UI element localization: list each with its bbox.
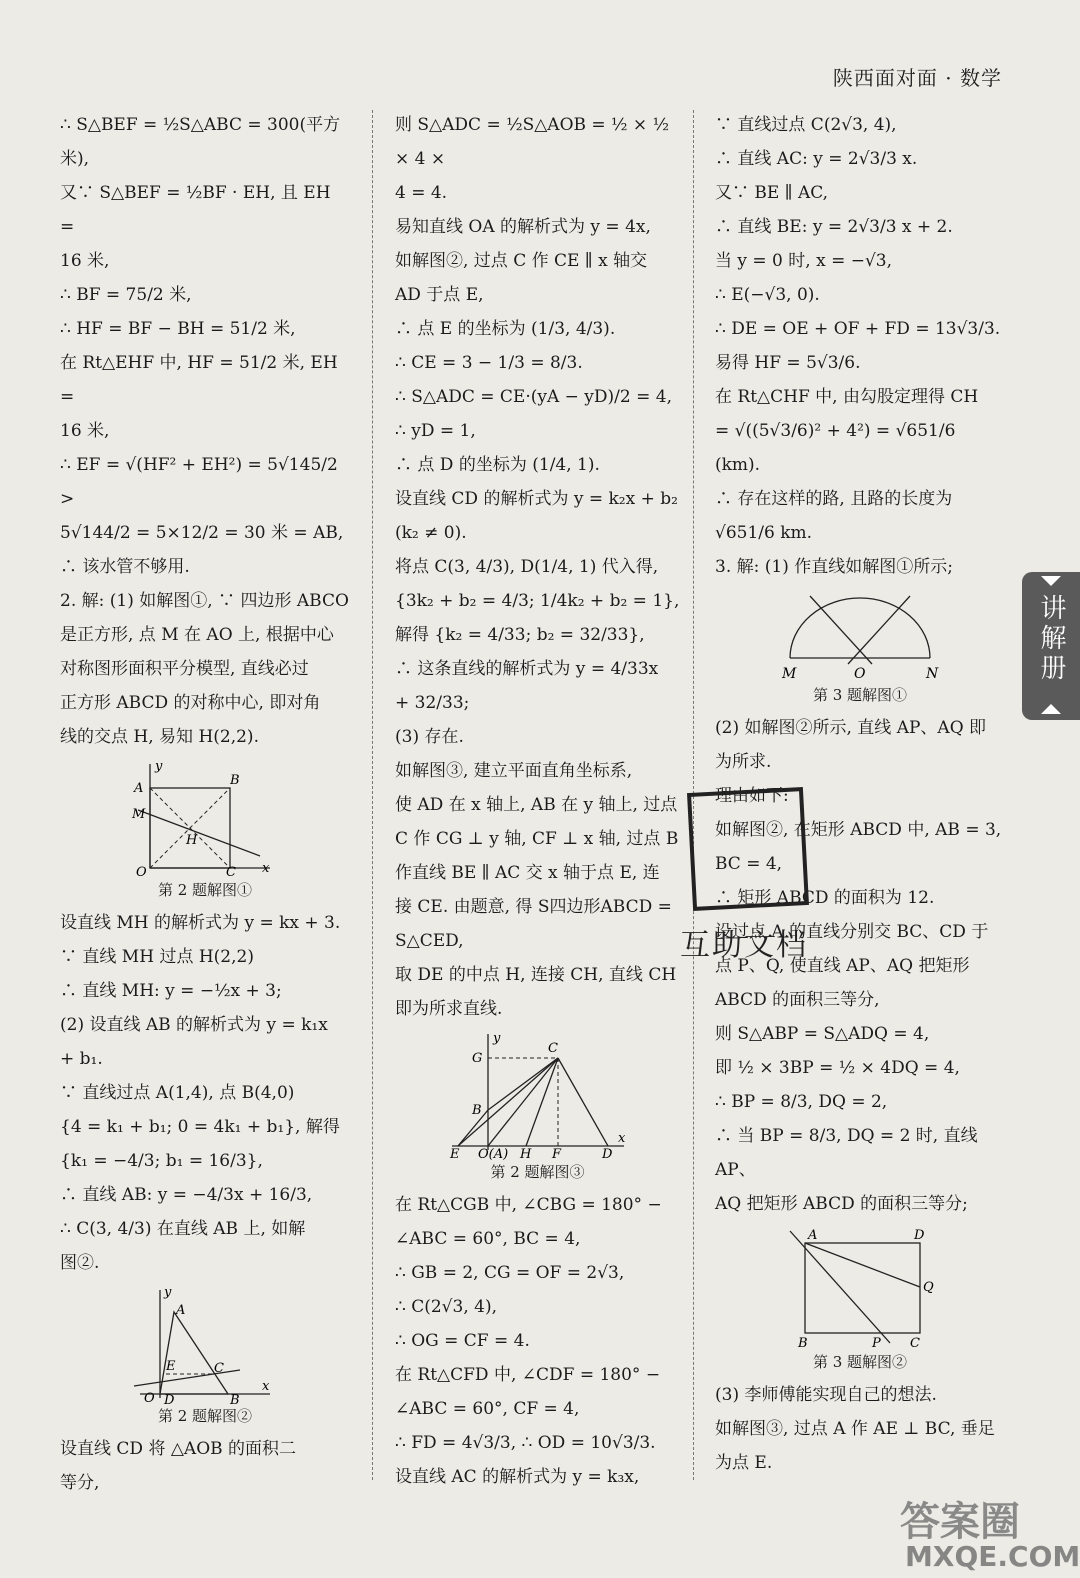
text-line: ∴ FD = 4√3/3, ∴ OD = 10√3/3.: [395, 1433, 656, 1453]
fig5-label-b: B: [798, 1336, 808, 1350]
figure-3-1: [780, 588, 940, 683]
text-line: ∴ BF = 75/2 米,: [60, 285, 192, 305]
side-tab[interactable]: [1022, 572, 1080, 720]
text-line: 4 = 4.: [395, 183, 448, 203]
fig4-label-o: O: [854, 666, 866, 682]
column-2: [395, 108, 685, 1508]
side-tab-label: 讲解册: [1036, 594, 1066, 684]
figure-2-2: [130, 1284, 280, 1404]
text-line: 如解图②, 在矩形 ABCD 中, AB = 3,: [715, 820, 1002, 840]
text-line: (3) 存在.: [395, 727, 464, 747]
text-line: ∴ EF = √(HF² + EH²) = 5√145/2 >: [60, 455, 344, 509]
fig1-caption: 第 2 题解图①: [157, 881, 253, 899]
fig5-label-c: C: [910, 1336, 920, 1350]
fig2-label-o: O: [144, 1391, 155, 1404]
text-line: 则 S△ABP = S△ADQ = 4,: [715, 1024, 930, 1044]
chevron-up-icon: [1041, 704, 1061, 714]
text-line: ∴ OG = CF = 4.: [395, 1331, 530, 1351]
fig3-label-f: F: [551, 1147, 561, 1160]
text-line: ∴ 直线 MH: y = −½x + 3;: [60, 981, 282, 1001]
text-line: 即 ½ × 3BP = ½ × 4DQ = 4,: [715, 1058, 960, 1078]
text-line: 当 y = 0 时, x = −√3,: [715, 251, 893, 271]
fig3-label-h: H: [519, 1147, 531, 1160]
text-line: √651/6 km.: [715, 523, 813, 543]
text-line: 为点 E.: [715, 1453, 773, 1473]
text-line: 易得 HF = 5√3/6.: [715, 353, 861, 373]
fig1-label-m: M: [132, 807, 146, 822]
text-line: 作直线 BE ∥ AC 交 x 轴于点 E, 连: [395, 863, 660, 883]
text-line: 在 Rt△CFD 中, ∠CDF = 180° −: [395, 1365, 661, 1385]
fig3-label-e: E: [449, 1147, 459, 1160]
text-line: ∴ 直线 AB: y = −4/3x + 16/3,: [60, 1185, 313, 1205]
column-1: [60, 108, 350, 1508]
fig1-label-y: y: [155, 759, 163, 774]
text-line: 16 米,: [60, 421, 110, 441]
fig2-label-y: y: [164, 1285, 172, 1300]
text-line: ABCD 的面积三等分,: [715, 990, 880, 1010]
text-line: 如解图③, 建立平面直角坐标系,: [395, 761, 633, 781]
text-line: ∴ yD = 1,: [395, 421, 476, 441]
text-line: ∵ 直线过点 C(2√3, 4),: [715, 115, 897, 135]
text-line: 如解图②, 过点 C 作 CE ∥ x 轴交: [395, 251, 648, 271]
fig3-caption: 第 2 题解图③: [490, 1163, 585, 1181]
text-line: ∵ 直线过点 A(1,4), 点 B(4,0): [60, 1083, 295, 1103]
fig5-label-a: A: [808, 1228, 818, 1243]
text-line: 正方形 ABCD 的对称中心, 即对角: [60, 693, 321, 713]
text-line: ∴ C(2√3, 4),: [395, 1297, 497, 1317]
text-line: C 作 CG ⊥ y 轴, CF ⊥ x 轴, 过点 B: [395, 829, 679, 849]
text-line: (k₂ ≠ 0).: [395, 523, 467, 543]
fig3-label-c: C: [547, 1041, 558, 1056]
fig1-label-b: B: [230, 773, 240, 788]
col3-block-1: [715, 108, 1005, 584]
text-line: 设过点 A 的直线分别交 BC、CD 于: [715, 922, 989, 942]
text-line: ∴ CE = 3 − 1/3 = 8/3.: [395, 353, 583, 373]
fig1-label-c: C: [226, 865, 236, 878]
text-line: 在 Rt△EHF 中, HF = 51/2 米, EH =: [60, 353, 344, 407]
fig2-label-e: E: [166, 1359, 176, 1374]
text-line: ∴ S△BEF = ½S△ABC = 300(平方米),: [60, 115, 341, 169]
watermark-box: [687, 787, 809, 911]
text-line: 在 Rt△CGB 中, ∠CBG = 180° −: [395, 1195, 662, 1215]
fig5-label-p: P: [872, 1336, 881, 1350]
text-line: ∴ 直线 BE: y = 2√3/3 x + 2.: [715, 217, 953, 237]
text-line: 16 米,: [60, 251, 110, 271]
figure-3-2: [780, 1225, 940, 1350]
text-line: = √((5√3/6)² + 4²) = √651/6 (km).: [715, 421, 961, 475]
text-line: 易知直线 OA 的解析式为 y = 4x,: [395, 217, 651, 237]
page-header: 陕西面对面 · 数学: [832, 66, 1002, 90]
text-line: ∵ 直线 MH 过点 H(2,2): [60, 947, 254, 967]
text-line: ∠ABC = 60°, CF = 4,: [395, 1399, 580, 1419]
text-line: 等分,: [60, 1473, 100, 1493]
fig2-label-a: A: [176, 1303, 186, 1318]
text-line: 即为所求直线.: [395, 999, 503, 1019]
fig1-label-h: H: [186, 833, 198, 848]
text-line: ∴ 这条直线的解析式为 y = 4/33x: [395, 659, 659, 679]
fig3-label-b: B: [471, 1103, 482, 1118]
text-line: 设直线 CD 将 △AOB 的面积二: [60, 1439, 297, 1459]
text-line: 是正方形, 点 M 在 AO 上, 根据中心: [60, 625, 334, 645]
text-line: ∴ 该水管不够用.: [60, 557, 190, 577]
text-line: 将点 C(3, 4/3), D(1/4, 1) 代入得,: [395, 557, 659, 577]
text-line: 为所求.: [715, 752, 772, 772]
fig5-label-d: D: [914, 1228, 925, 1243]
text-line: (2) 如解图②所示, 直线 AP、AQ 即: [715, 718, 987, 738]
col2-block-2: [395, 1188, 680, 1494]
fig4-label-m: M: [782, 666, 797, 682]
text-line: ∴ HF = BF − BH = 51/2 米,: [60, 319, 296, 339]
figure-2-1: [130, 758, 280, 878]
fig4-label-n: N: [926, 666, 939, 682]
watermark-text: 互助文档: [680, 928, 808, 963]
fig3-label-x: x: [617, 1131, 625, 1146]
text-line: + 32/33;: [395, 693, 470, 713]
text-line: 接 CE. 由题意, 得 S四边形ABCD = S△CED,: [395, 897, 678, 951]
text-line: 2. 解: (1) 如解图①, ∵ 四边形 ABCO: [60, 591, 349, 611]
fig2-label-x: x: [262, 1379, 270, 1394]
text-line: (2) 设直线 AB 的解析式为 y = k₁x: [60, 1015, 328, 1035]
text-line: 使 AD 在 x 轴上, AB 在 y 轴上, 过点: [395, 795, 678, 815]
text-line: ∴ 点 D 的坐标为 (1/4, 1).: [395, 455, 600, 475]
fig2-label-b: B: [230, 1393, 240, 1404]
text-line: 设直线 CD 的解析式为 y = k₂x + b₂: [395, 489, 678, 509]
text-line: {4 = k₁ + b₁; 0 = 4k₁ + b₁}, 解得 {k₁ = −4/3; b₁ = 16/3},: [60, 1117, 346, 1171]
text-line: 又∵ S△BEF = ½BF · EH, 且 EH =: [60, 183, 336, 237]
watermark-url: MXQE.COM: [905, 1540, 1080, 1573]
text-line: 线的交点 H, 易知 H(2,2).: [60, 727, 259, 747]
text-line: 又∵ BE ∥ AC,: [715, 183, 829, 203]
fig3-label-d: D: [601, 1147, 612, 1160]
text-line: 则 S△ADC = ½S△AOB = ½ × ½ × 4 ×: [395, 115, 675, 169]
text-line: ∴ 直线 AC: y = 2√3/3 x.: [715, 149, 918, 169]
text-line: {3k₂ + b₂ = 4/3; 1/4k₂ + b₂ = 1}, 解得 {k₂ = 4/33; b₂ = 32/33},: [395, 591, 685, 645]
col1-block-3: [60, 1432, 350, 1500]
text-line: (3) 李师傅能实现自己的想法.: [715, 1385, 937, 1405]
chevron-down-icon: [1041, 576, 1061, 586]
text-line: AD 于点 E,: [395, 285, 484, 305]
text-line: ∴ E(−√3, 0).: [715, 285, 820, 305]
text-line: 设直线 AC 的解析式为 y = k₃x,: [395, 1467, 640, 1487]
text-line: ∴ DE = OE + OF + FD = 13√3/3.: [715, 319, 1001, 339]
fig1-label-o: O: [136, 865, 147, 878]
text-line: 设直线 MH 的解析式为 y = kx + 3.: [60, 913, 341, 933]
column-divider-1: [372, 110, 373, 1480]
text-line: ∴ 当 BP = 8/3, DQ = 2 时, 直线 AP、: [715, 1126, 984, 1180]
text-line: 如解图③, 过点 A 作 AE ⊥ BC, 垂足: [715, 1419, 995, 1439]
text-line: ∴ GB = 2, CG = OF = 2√3,: [395, 1263, 625, 1283]
text-line: ∴ BP = 8/3, DQ = 2,: [715, 1092, 888, 1112]
figure-2-3: [448, 1030, 628, 1160]
text-line: 3. 解: (1) 作直线如解图①所示;: [715, 557, 953, 577]
text-line: 在 Rt△CHF 中, 由勾股定理得 CH: [715, 387, 979, 407]
text-line: AQ 把矩形 ABCD 的面积三等分;: [715, 1194, 968, 1214]
fig2-caption: 第 2 题解图②: [157, 1407, 253, 1425]
fig5-caption: 第 3 题解图②: [812, 1353, 908, 1371]
col1-block-1: [60, 108, 350, 754]
col3-block-2: [715, 711, 1005, 1221]
fig4-caption: 第 3 题解图①: [812, 686, 908, 704]
text-line: BC = 4,: [715, 854, 783, 874]
fig5-label-q: Q: [923, 1280, 934, 1295]
col2-block-1: [395, 108, 685, 1026]
fig3-label-y: y: [492, 1031, 500, 1046]
fig2-label-d: D: [164, 1393, 175, 1404]
text-line: ∴ 矩形 ABCD 的面积为 12.: [715, 888, 935, 908]
text-line: 对称图形面积平分模型, 直线必过: [60, 659, 309, 679]
watermark-logo: 答案圈: [900, 1499, 1020, 1545]
text-line: 理由如下:: [715, 786, 789, 806]
col3-block-3: [715, 1378, 1005, 1480]
text-line: 取 DE 的中点 H, 连接 CH, 直线 CH: [395, 965, 677, 985]
text-line: + b₁.: [60, 1049, 103, 1069]
text-line: 5√144/2 = 5×12/2 = 30 米 = AB,: [60, 523, 344, 543]
fig1-label-x: x: [262, 861, 270, 876]
text-line: 图②.: [60, 1253, 100, 1273]
text-line: ∴ 存在这样的路, 且路的长度为: [715, 489, 953, 509]
fig3-label-g: G: [471, 1051, 482, 1066]
text-line: 点 P、Q, 使直线 AP、AQ 把矩形: [715, 956, 970, 976]
text-line: ∴ C(3, 4/3) 在直线 AB 上, 如解: [60, 1219, 306, 1239]
fig3-label-oa: O(A): [477, 1147, 508, 1160]
fig1-label-a: A: [134, 781, 144, 796]
text-line: ∠ABC = 60°, BC = 4,: [395, 1229, 581, 1249]
col1-block-2: [60, 906, 350, 1280]
text-line: ∴ 点 E 的坐标为 (1/3, 4/3).: [395, 319, 616, 339]
text-line: ∴ S△ADC = CE·(yA − yD)/2 = 4,: [395, 387, 672, 407]
fig2-label-c: C: [214, 1361, 224, 1376]
